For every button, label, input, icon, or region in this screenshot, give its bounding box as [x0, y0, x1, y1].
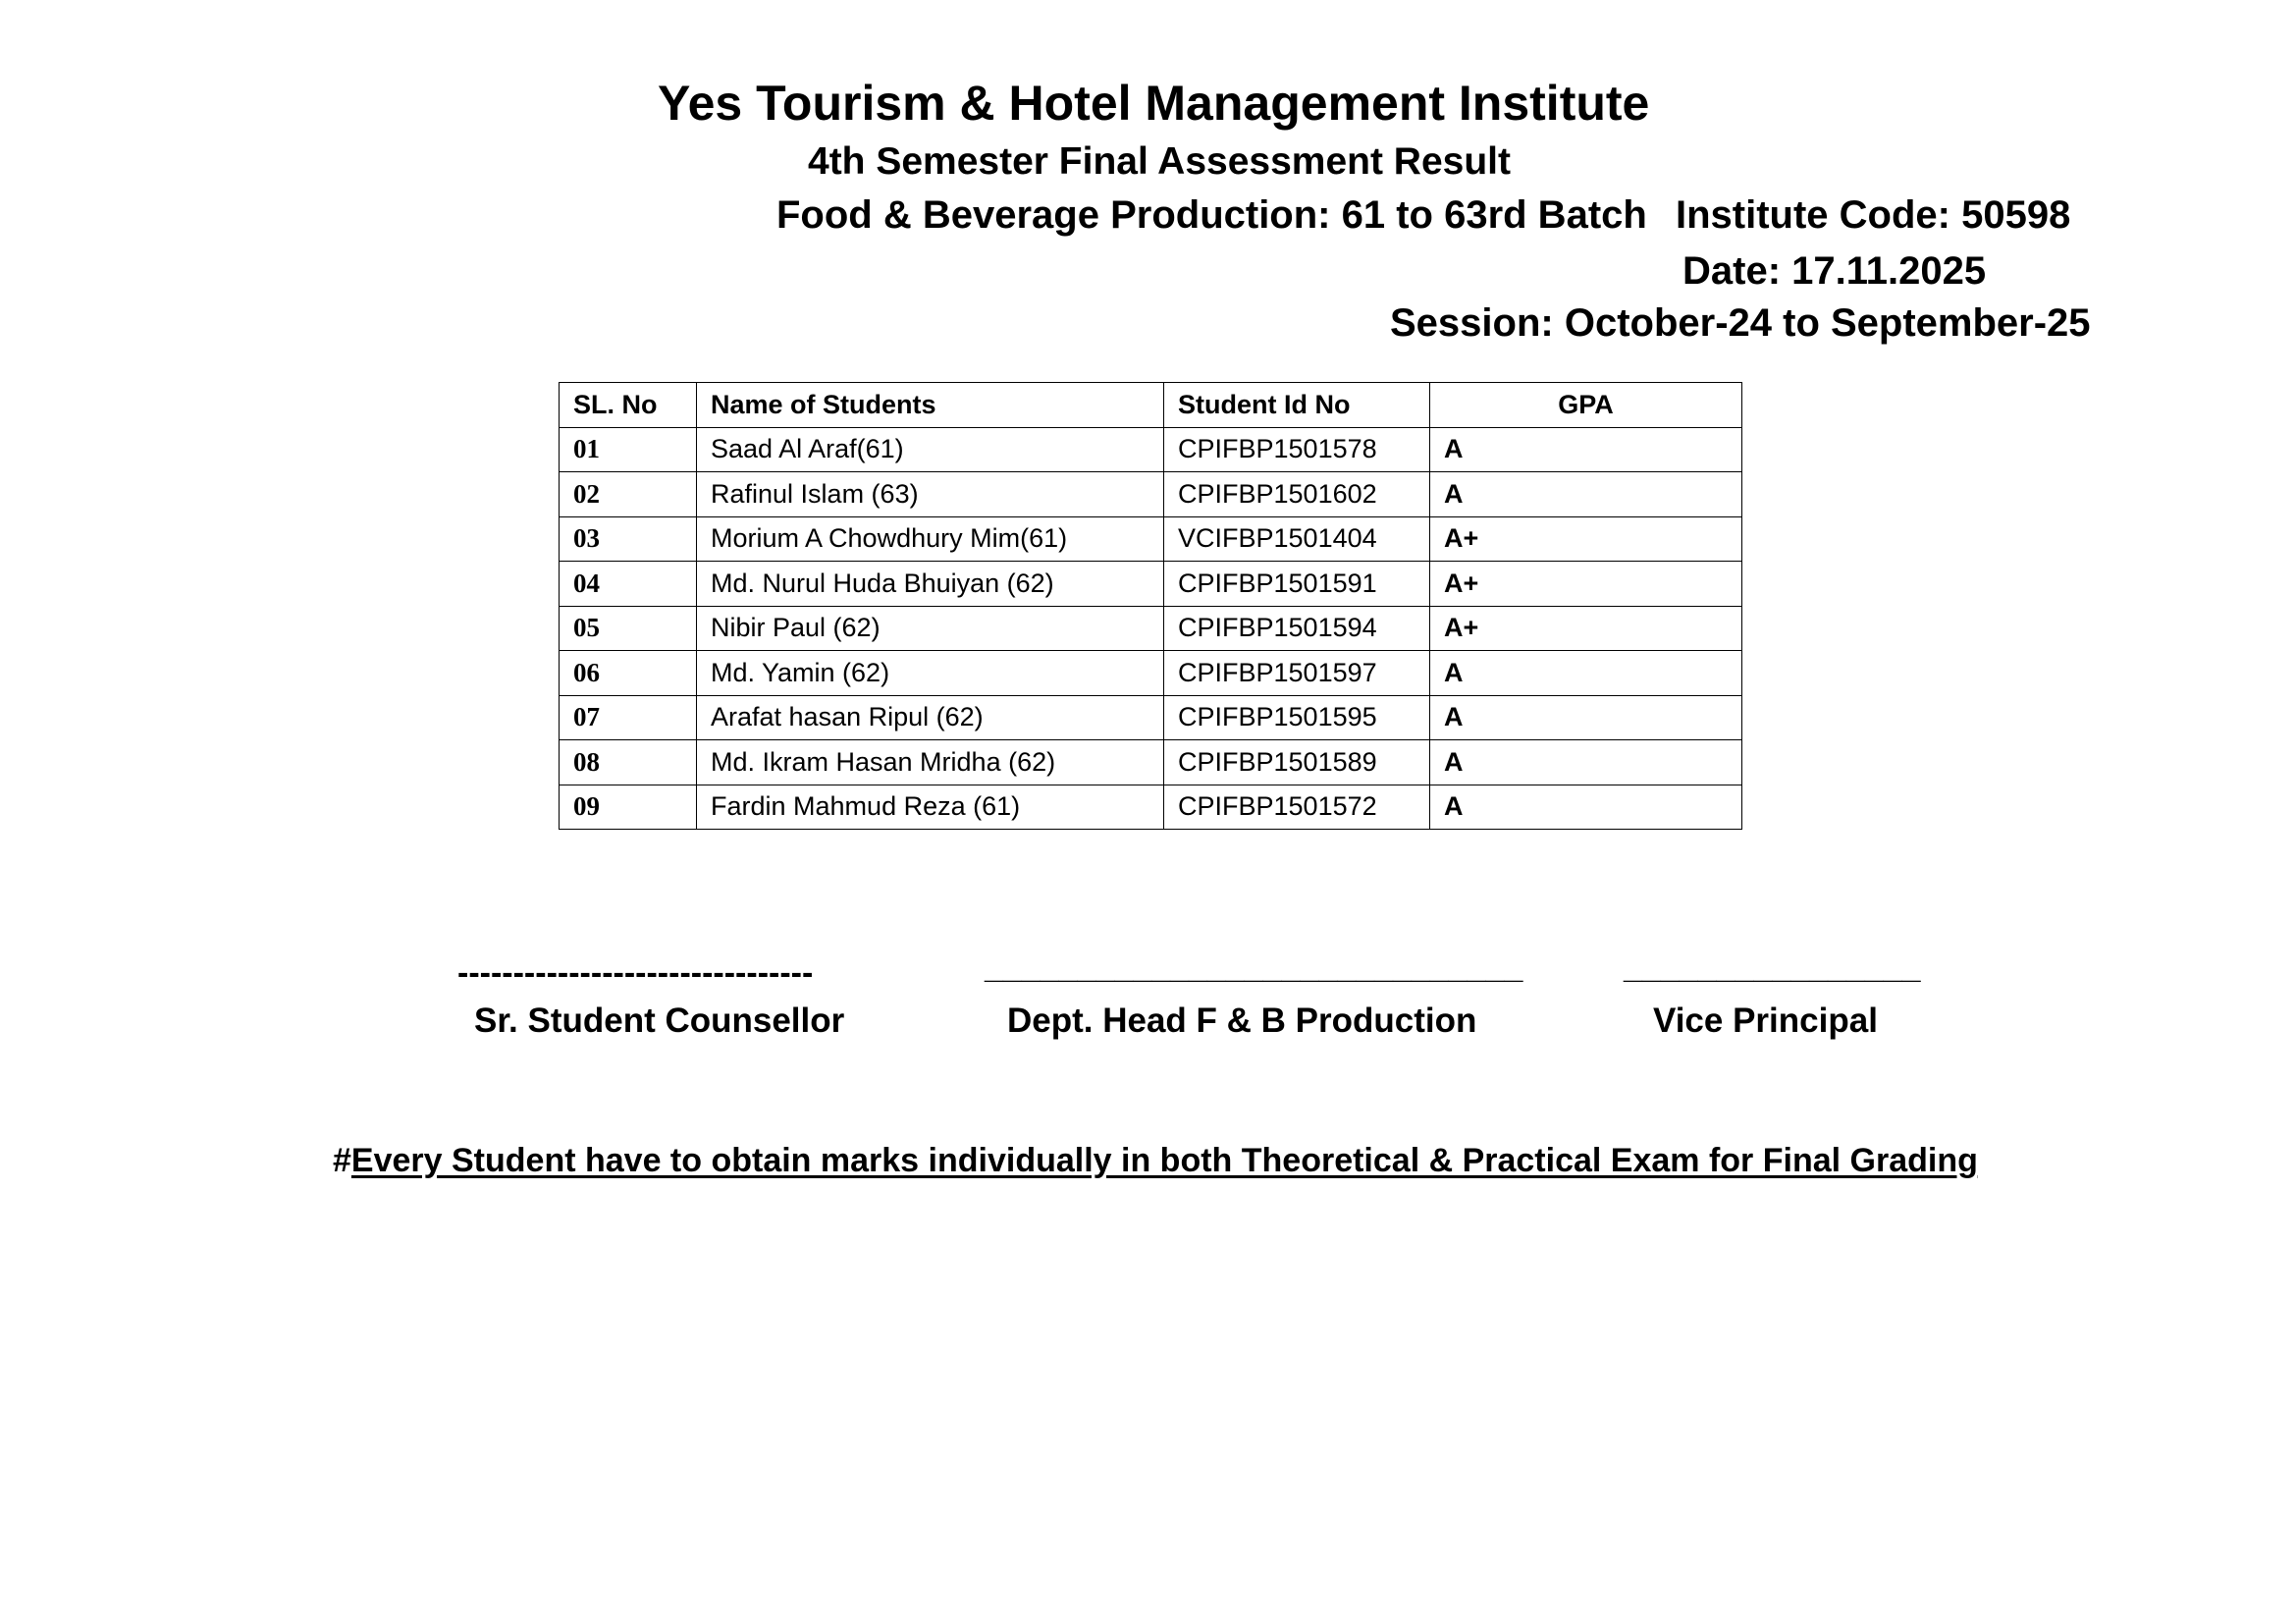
cell-id: CPIFBP1501602	[1164, 472, 1430, 517]
result-date: Date: 17.11.2025	[1682, 249, 1987, 293]
result-title: 4th Semester Final Assessment Result	[808, 140, 1511, 183]
cell-gpa: A	[1430, 740, 1742, 785]
cell-sl: 08	[560, 740, 697, 785]
result-table	[559, 382, 1742, 830]
cell-id: CPIFBP1501595	[1164, 695, 1430, 740]
cell-gpa: A	[1430, 427, 1742, 472]
dept-head-signature-label: Dept. Head F & B Production	[1007, 1001, 1477, 1040]
column-header-id: Student Id No	[1164, 383, 1430, 428]
table-row	[560, 472, 1742, 517]
cell-gpa: A+	[1430, 606, 1742, 651]
table-row	[560, 785, 1742, 830]
grading-note	[333, 1142, 1978, 1180]
cell-sl: 05	[560, 606, 697, 651]
program-batch: Food & Beverage Production: 61 to 63rd Batch	[776, 193, 1647, 237]
cell-gpa: A	[1430, 651, 1742, 696]
table-header-row	[560, 383, 1742, 428]
cell-sl: 09	[560, 785, 697, 830]
column-header-name: Name of Students	[697, 383, 1164, 428]
cell-name: Fardin Mahmud Reza (61)	[697, 785, 1164, 830]
cell-sl: 02	[560, 472, 697, 517]
vice-principal-signature-label: Vice Principal	[1653, 1001, 1878, 1040]
counsellor-signature-label: Sr. Student Counsellor	[474, 1001, 845, 1040]
cell-gpa: A	[1430, 472, 1742, 517]
cell-sl: 07	[560, 695, 697, 740]
counsellor-signature-line: --------------------------------	[457, 954, 814, 992]
cell-name: Saad Al Araf(61)	[697, 427, 1164, 472]
cell-name: Rafinul Islam (63)	[697, 472, 1164, 517]
table-row	[560, 695, 1742, 740]
table-row	[560, 651, 1742, 696]
cell-id: CPIFBP1501589	[1164, 740, 1430, 785]
cell-id: VCIFBP1501404	[1164, 516, 1430, 562]
table-row	[560, 606, 1742, 651]
vice-principal-signature-line: ________________	[1624, 948, 1921, 986]
cell-id: CPIFBP1501591	[1164, 562, 1430, 607]
cell-name: Md. Ikram Hasan Mridha (62)	[697, 740, 1164, 785]
cell-name: Nibir Paul (62)	[697, 606, 1164, 651]
cell-name: Md. Nurul Huda Bhuiyan (62)	[697, 562, 1164, 607]
cell-sl: 01	[560, 427, 697, 472]
cell-sl: 04	[560, 562, 697, 607]
cell-id: CPIFBP1501597	[1164, 651, 1430, 696]
institute-name: Yes Tourism & Hotel Management Institute	[658, 76, 1650, 131]
cell-sl: 06	[560, 651, 697, 696]
cell-id: CPIFBP1501578	[1164, 427, 1430, 472]
cell-gpa: A	[1430, 695, 1742, 740]
cell-gpa: A+	[1430, 516, 1742, 562]
cell-gpa: A+	[1430, 562, 1742, 607]
cell-name: Morium A Chowdhury Mim(61)	[697, 516, 1164, 562]
note-hash: #	[333, 1142, 351, 1179]
cell-id: CPIFBP1501594	[1164, 606, 1430, 651]
cell-name: Arafat hasan Ripul (62)	[697, 695, 1164, 740]
cell-sl: 03	[560, 516, 697, 562]
table-row	[560, 516, 1742, 562]
cell-gpa: A	[1430, 785, 1742, 830]
note-text: Every Student have to obtain marks individually in both Theoretical & Practical Exam for Final Grading	[350, 1142, 1978, 1179]
table-row	[560, 427, 1742, 472]
dept-head-signature-line: _____________________________	[985, 948, 1523, 986]
table-row	[560, 740, 1742, 785]
cell-name: Md. Yamin (62)	[697, 651, 1164, 696]
column-header-sl: SL. No	[560, 383, 697, 428]
column-header-gpa: GPA	[1430, 383, 1742, 428]
table-row	[560, 562, 1742, 607]
cell-id: CPIFBP1501572	[1164, 785, 1430, 830]
institute-code: Institute Code: 50598	[1676, 193, 2071, 237]
session: Session: October-24 to September-25	[1390, 301, 2091, 345]
